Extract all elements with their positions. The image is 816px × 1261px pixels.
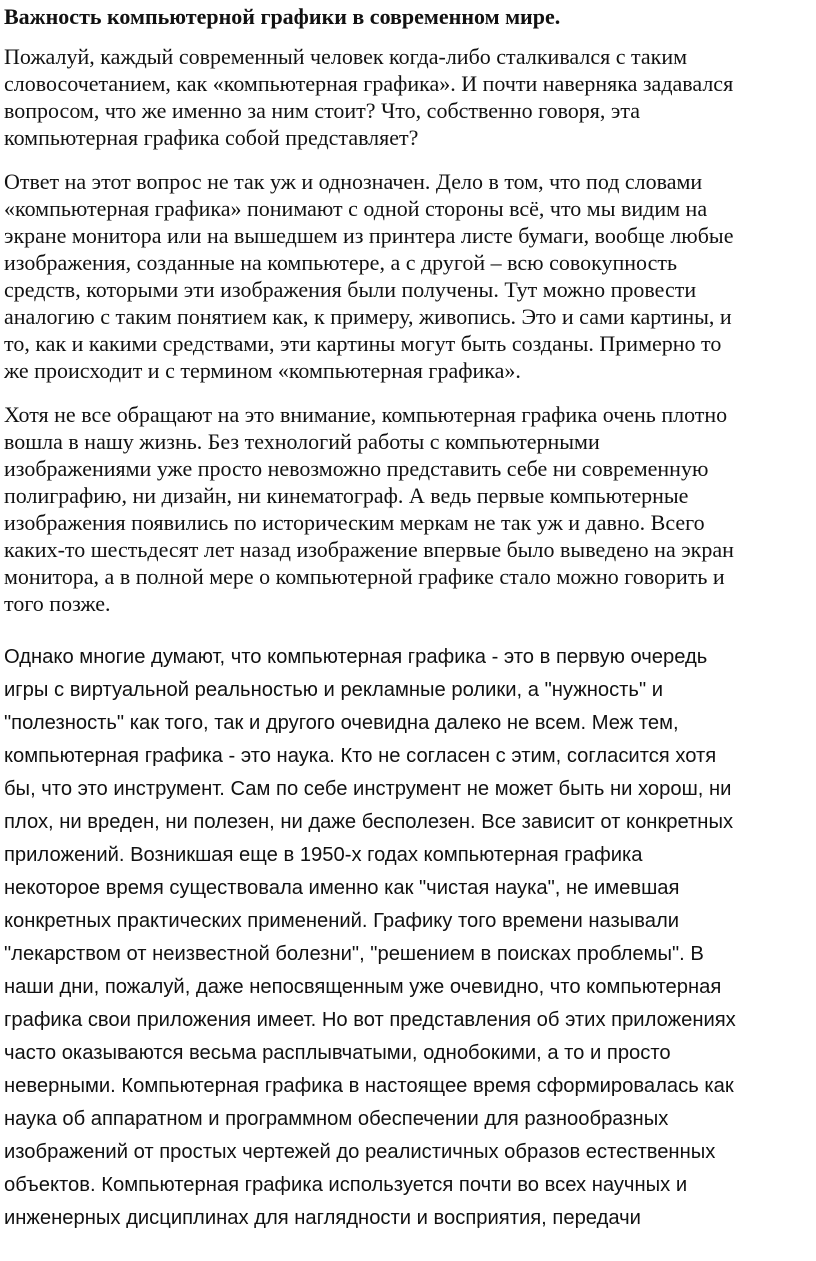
paragraph-line: часто оказываются весьма расплывчатыми, однобокими, а то и просто <box>4 1042 671 1064</box>
paragraph-line: изображения, созданные на компьютере, а с другой – всю совокупность <box>4 250 677 275</box>
paragraph-line: Ответ на этот вопрос не так уж и однозначен. Дело в том, что под словами <box>4 169 703 194</box>
paragraph-line: того позже. <box>4 591 111 616</box>
paragraph-line: изображениями уже просто невозможно представить себе ни современную <box>4 456 709 481</box>
paragraph-2 <box>4 168 816 384</box>
paragraph-line: каких-то шестьдесят лет назад изображение впервые было выведено на экран <box>4 537 734 562</box>
paragraph-line: игры с виртуальной реальностью и рекламные ролики, а "нужность" и <box>4 679 663 701</box>
paragraph-line: наука об аппаратном и программном обеспечении для разнообразных <box>4 1108 669 1130</box>
paragraph-line: экране монитора или на вышедшем из принтера листе бумаги, вообще любые <box>4 223 734 248</box>
paragraph-line: аналогию с таким понятием как, к примеру, живопись. Это и сами картины, и <box>4 304 732 329</box>
paragraph-line: вопросом, что же именно за ним стоит? Что, собственно говоря, эта <box>4 98 641 123</box>
paragraph-line: изображений от простых чертежей до реалистичных образов естественных <box>4 1141 716 1163</box>
paragraph-line: компьютерная графика собой представляет? <box>4 125 419 150</box>
paragraph-line: приложений. Возникшая еще в 1950-х годах компьютерная графика <box>4 844 643 866</box>
document-title: Важность компьютерной графики в современном мире. <box>4 4 561 29</box>
paragraph-line: инженерных дисциплинах для наглядности и восприятия, передачи <box>4 1207 641 1229</box>
paragraph-line: неверными. Компьютерная графика в настоящее время сформировалась как <box>4 1075 734 1097</box>
paragraph-line: компьютерная графика - это наука. Кто не согласен с этим, согласится хотя <box>4 745 717 767</box>
paragraph-line: бы, что это инструмент. Сам по себе инструмент не может быть ни хорош, ни <box>4 778 732 800</box>
paragraph-line: Пожалуй, каждый современный человек когда-либо сталкивался с таким <box>4 44 688 69</box>
paragraph-line: некоторое время существовала именно как "чистая наука", не имевшая <box>4 877 680 899</box>
paragraph-line: то, как и какими средствами, эти картины могут быть созданы. Примерно то <box>4 331 722 356</box>
paragraph-4 <box>4 641 816 1235</box>
paragraph-line: плох, ни вреден, ни полезен, ни даже бесполезен. Все зависит от конкретных <box>4 811 734 833</box>
paragraph-line: "лекарством от неизвестной болезни", "решением в поисках проблемы". В <box>4 943 704 965</box>
paragraph-line: "полезность" как того, так и другого очевидна далеко не всем. Меж тем, <box>4 712 679 734</box>
paragraph-line: Однако многие думают, что компьютерная графика - это в первую очередь <box>4 646 708 668</box>
paragraph-line: словосочетанием, как «компьютерная графика». И почти наверняка задавался <box>4 71 734 96</box>
paragraph-line: средств, которыми эти изображения были получены. Тут можно провести <box>4 277 697 302</box>
paragraph-line: вошла в нашу жизнь. Без технологий работы с компьютерными <box>4 429 600 454</box>
paragraph-line: изображения появились по историческим меркам не так уж и давно. Всего <box>4 510 705 535</box>
paragraph-line: наши дни, пожалуй, даже непосвященным уже очевидно, что компьютерная <box>4 976 722 998</box>
paragraph-line: объектов. Компьютерная графика используется почти во всех научных и <box>4 1174 688 1196</box>
paragraph-line: «компьютерная графика» понимают с одной стороны всё, что мы видим на <box>4 196 708 221</box>
paragraph-line: же происходит и с термином «компьютерная графика». <box>4 358 521 383</box>
paragraph-line: монитора, а в полной мере о компьютерной графике стало можно говорить и <box>4 564 725 589</box>
paragraph-line: Хотя не все обращают на это внимание, компьютерная графика очень плотно <box>4 402 728 427</box>
paragraph-line: конкретных практических применений. Графику того времени называли <box>4 910 680 932</box>
paragraph-line: полиграфию, ни дизайн, ни кинематограф. А ведь первые компьютерные <box>4 483 689 508</box>
paragraph-line: графика свои приложения имеет. Но вот представления об этих приложениях <box>4 1009 736 1031</box>
paragraph-1 <box>4 43 816 151</box>
paragraph-3 <box>4 401 816 617</box>
